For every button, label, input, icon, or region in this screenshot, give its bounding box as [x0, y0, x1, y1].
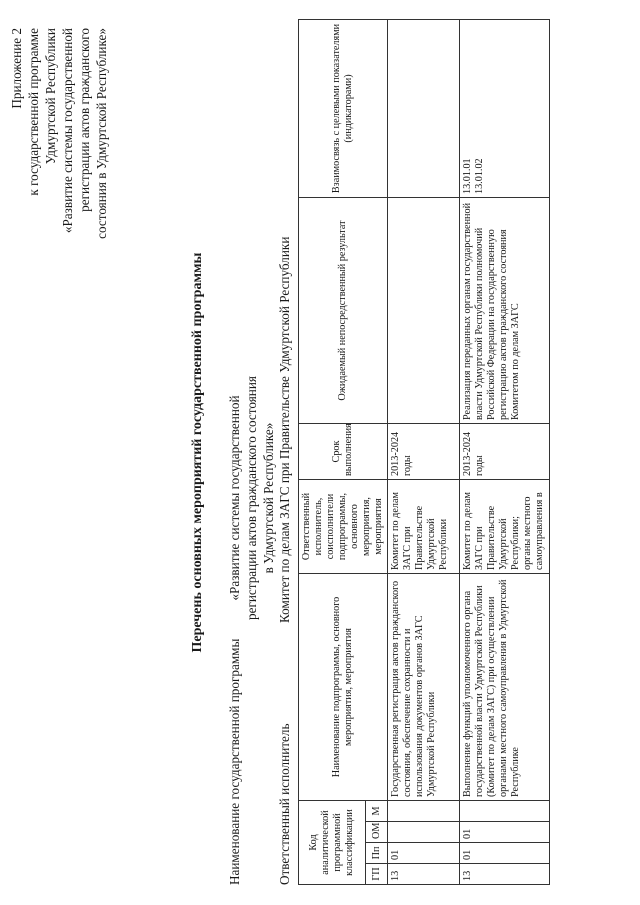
header-code-group: Код аналитической программной классификации	[299, 801, 366, 885]
cell-gp: 13	[460, 864, 550, 885]
cell-responsible: Комитет по делам ЗАГС при Правительстве Удмуртской Республики; органы местного самоуправления в	[460, 480, 550, 574]
cell-indicators: 13.01.01 13.01.02	[460, 20, 550, 198]
header-gp: ГП	[366, 864, 388, 885]
cell-pp: 01	[388, 843, 460, 864]
document-title: Перечень основных мероприятий государственной программы	[190, 252, 205, 653]
cell-name: Государственная регистрация актов гражданского состояния, обеспечение сохранности и использования документов органов ЗАГС Удмуртской Республики	[388, 574, 460, 801]
executor-value: Комитет по делам ЗАГС при Правительстве Удмуртской Республики	[277, 236, 292, 623]
activities-table	[298, 19, 550, 885]
cell-term: 2013-2024 годы	[388, 424, 460, 480]
cell-term: 2013-2024 годы	[460, 424, 550, 480]
cell-result	[388, 198, 460, 424]
cell-m	[388, 801, 460, 822]
header-term: Срок выполнения	[299, 424, 388, 480]
table-header-row	[299, 20, 366, 885]
appendix-line: к государственной программе	[26, 28, 41, 196]
header-name: Наименование подпрограммы, основного мероприятия, мероприятия	[299, 574, 388, 801]
cell-m	[460, 801, 550, 822]
program-value: «Развитие системы государственной регистрации актов гражданского состояния в Удмуртской Республике»	[227, 376, 276, 620]
cell-indicators	[388, 20, 460, 198]
executor-label: Ответственный исполнитель	[277, 723, 292, 885]
header-responsible: Ответственный исполнитель, соисполнители подпрограммы, основного мероприятия, мероприятия	[299, 480, 388, 574]
cell-name: Выполнение функций уполномоченного органа государственной власти Удмуртской Республики (Комитет по делам ЗАГС) при осуществлении органами местного самоуправления в Удмуртской Республике	[460, 574, 550, 801]
cell-om: 01	[460, 822, 550, 843]
table-row	[460, 20, 550, 885]
header-om: ОМ	[366, 822, 388, 843]
appendix-block	[8, 28, 110, 388]
cell-pp: 01	[460, 843, 550, 864]
cell-responsible: Комитет по делам ЗАГС при Правительстве Удмуртской Республики	[388, 480, 460, 574]
appendix-line: Приложение 2	[9, 28, 24, 109]
appendix-line: регистрации актов гражданского	[77, 28, 92, 212]
cell-om	[388, 822, 460, 843]
header-pp: Пп	[366, 843, 388, 864]
appendix-line: «Развитие системы государственной	[60, 28, 75, 234]
header-indicators: Взаимосвязь с целевыми показателями (индикаторами)	[299, 20, 388, 198]
executor-line	[276, 237, 293, 885]
header-result: Ожидаемый непосредственный результат	[299, 198, 388, 424]
appendix-line: Удмуртской Республики	[43, 28, 58, 165]
appendix-line: состояния в Удмуртской Республике»	[94, 28, 109, 239]
table-row	[388, 20, 460, 885]
cell-result: Реализация переданных органам государственной власти Удмуртской Республики полномочий Российской Федерации на государственную регистрацию актов гражданского состояния Комитетом по делам ЗАГС	[460, 198, 550, 424]
program-label: Наименование государственной программы	[227, 638, 242, 885]
cell-gp: 13	[388, 864, 460, 885]
header-m: М	[366, 801, 388, 822]
program-name-line	[226, 373, 277, 885]
